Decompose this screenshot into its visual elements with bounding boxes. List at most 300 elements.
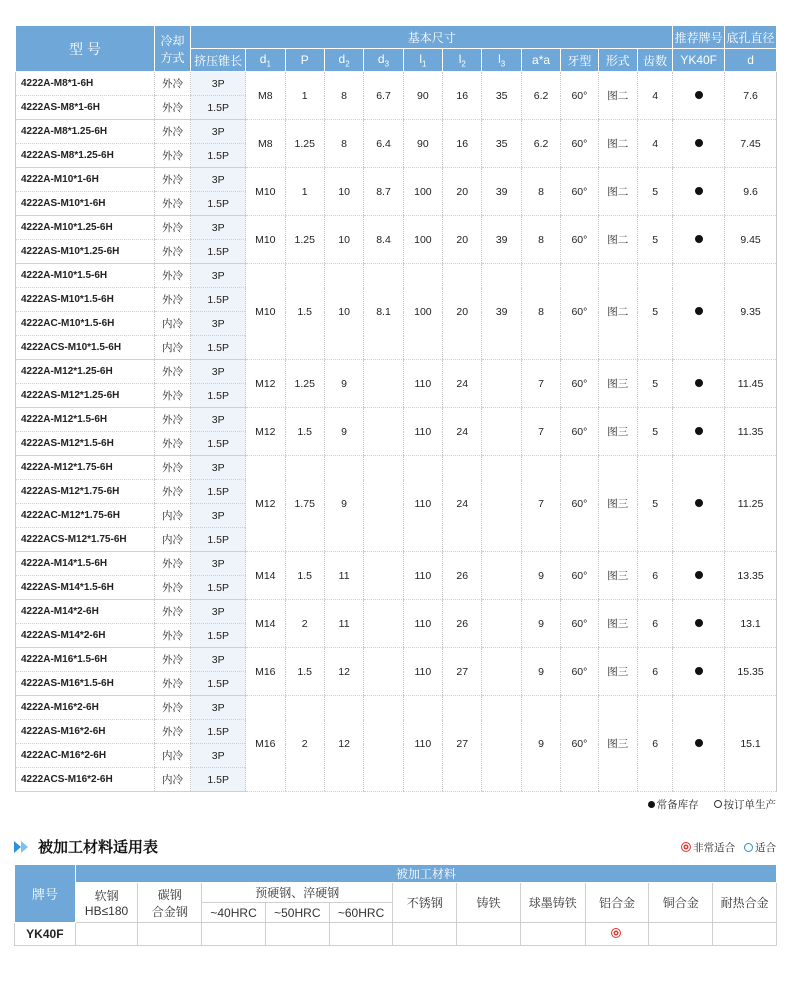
table-row xyxy=(16,696,777,720)
header-l1 xyxy=(403,49,442,72)
model-cell: 4222AS-M10*1.25-6H xyxy=(16,240,155,264)
stock-legend xyxy=(648,797,776,812)
l3-cell xyxy=(482,360,521,408)
l3-cell xyxy=(482,456,521,552)
p-cell: 1.5 xyxy=(285,408,324,456)
l2-cell: 20 xyxy=(443,216,482,264)
length-cell: 1.5P xyxy=(191,432,246,456)
d1-cell: M12 xyxy=(246,360,285,408)
l2-cell: 26 xyxy=(443,600,482,648)
axa-cell: 9 xyxy=(521,696,560,792)
d1-cell: M8 xyxy=(246,120,285,168)
d1-cell: M14 xyxy=(246,600,285,648)
table-row xyxy=(16,648,777,672)
length-cell: 3P xyxy=(191,216,246,240)
form-cell: 图二 xyxy=(598,72,637,120)
l3-cell xyxy=(482,408,521,456)
hollow-dot-icon xyxy=(714,800,722,808)
length-cell: 1.5P xyxy=(191,576,246,600)
l3-cell: 35 xyxy=(482,120,521,168)
p-cell: 2 xyxy=(285,600,324,648)
l3-cell: 39 xyxy=(482,216,521,264)
cooling-cell: 外冷 xyxy=(154,696,190,720)
cooling-cell: 外冷 xyxy=(154,216,190,240)
header-hrc40: ~40HRC xyxy=(202,903,266,923)
form-cell: 图二 xyxy=(598,168,637,216)
header-teeth: 齿数 xyxy=(637,49,672,72)
grade-stock-cell xyxy=(673,696,725,792)
filled-dot-icon xyxy=(695,235,703,243)
teeth-cell: 5 xyxy=(637,168,672,216)
double-arrow-icon xyxy=(14,840,32,854)
filled-dot-icon xyxy=(695,739,703,747)
form-cell: 图三 xyxy=(598,552,637,600)
header-cooling: 冷却方式 xyxy=(154,26,190,72)
model-cell: 4222A-M10*1-6H xyxy=(16,168,155,192)
model-cell: 4222ACS-M12*1.75-6H xyxy=(16,528,155,552)
materials-section-title xyxy=(14,836,158,857)
cooling-cell: 外冷 xyxy=(154,432,190,456)
grade-stock-cell xyxy=(673,168,725,216)
cooling-cell: 外冷 xyxy=(154,672,190,696)
model-cell: 4222AS-M8*1.25-6H xyxy=(16,144,155,168)
soft-steel-label: 软钢 xyxy=(94,889,119,903)
length-cell: 3P xyxy=(191,456,246,480)
soft-steel-hb: HB≤180 xyxy=(84,904,129,918)
model-cell: 4222ACS-M16*2-6H xyxy=(16,768,155,792)
header-d2-sub: 2 xyxy=(345,59,350,69)
thread-cell: 60° xyxy=(561,360,598,408)
circle-icon xyxy=(744,843,753,852)
teeth-cell: 4 xyxy=(637,120,672,168)
cooling-cell: 内冷 xyxy=(154,744,190,768)
filled-dot-icon xyxy=(695,619,703,627)
l3-cell xyxy=(482,600,521,648)
filled-dot-icon xyxy=(695,187,703,195)
grade-stock-cell xyxy=(673,600,725,648)
length-cell: 3P xyxy=(191,120,246,144)
p-cell: 2 xyxy=(285,696,324,792)
header-axa: a*a xyxy=(521,49,560,72)
p-cell: 1.5 xyxy=(285,552,324,600)
length-cell: 3P xyxy=(191,312,246,336)
header-d3-sub: 3 xyxy=(384,59,390,69)
length-cell: 3P xyxy=(191,168,246,192)
length-cell: 1.5P xyxy=(191,720,246,744)
d2-cell: 9 xyxy=(324,456,363,552)
bottom-hole-cell: 11.45 xyxy=(725,360,777,408)
filled-dot-icon xyxy=(648,801,655,808)
header-material: 被加工材料 xyxy=(75,865,776,883)
model-cell: 4222A-M10*1.5-6H xyxy=(16,264,155,288)
grade-stock-cell xyxy=(673,408,725,456)
filled-dot-icon xyxy=(695,499,703,507)
d2-cell: 11 xyxy=(324,600,363,648)
d1-cell: M10 xyxy=(246,216,285,264)
cooling-cell: 外冷 xyxy=(154,624,190,648)
header-bottom-hole: 底孔直径 xyxy=(725,26,777,49)
l1-cell: 100 xyxy=(403,216,442,264)
cooling-cell: 外冷 xyxy=(154,480,190,504)
model-cell: 4222A-M12*1.75-6H xyxy=(16,456,155,480)
l1-cell: 110 xyxy=(403,408,442,456)
header-l2-sub: 2 xyxy=(461,59,466,69)
d2-cell: 8 xyxy=(324,120,363,168)
legend-stock: 常备库存 xyxy=(656,799,699,811)
thread-cell: 60° xyxy=(561,648,598,696)
cell-heat-resistant xyxy=(713,923,777,946)
cooling-cell: 内冷 xyxy=(154,504,190,528)
model-cell: 4222AS-M8*1-6H xyxy=(16,96,155,120)
l3-cell xyxy=(482,552,521,600)
header-l1-sub: 1 xyxy=(421,59,427,69)
header-recommended-grade: 推荐牌号 xyxy=(673,26,725,49)
d2-cell: 12 xyxy=(324,696,363,792)
cooling-cell: 内冷 xyxy=(154,336,190,360)
length-cell: 3P xyxy=(191,264,246,288)
l1-cell: 90 xyxy=(403,72,442,120)
cooling-cell: 外冷 xyxy=(154,552,190,576)
form-cell: 图三 xyxy=(598,456,637,552)
axa-cell: 6.2 xyxy=(521,72,560,120)
d3-cell xyxy=(364,600,403,648)
grade-stock-cell xyxy=(673,360,725,408)
model-cell: 4222ACS-M10*1.5-6H xyxy=(16,336,155,360)
cell-carbon-steel xyxy=(138,923,202,946)
d2-cell: 9 xyxy=(324,360,363,408)
cooling-cell: 外冷 xyxy=(154,240,190,264)
teeth-cell: 5 xyxy=(637,360,672,408)
axa-cell: 7 xyxy=(521,408,560,456)
axa-cell: 8 xyxy=(521,216,560,264)
d2-cell: 11 xyxy=(324,552,363,600)
table-row xyxy=(16,408,777,432)
header-d2-main: d xyxy=(338,51,346,66)
axa-cell: 8 xyxy=(521,168,560,216)
bottom-hole-cell: 9.6 xyxy=(725,168,777,216)
grade-stock-cell xyxy=(673,264,725,360)
d3-cell xyxy=(364,552,403,600)
cell-aluminum xyxy=(585,923,649,946)
form-cell: 图三 xyxy=(598,648,637,696)
thread-cell: 60° xyxy=(561,552,598,600)
model-cell: 4222AS-M10*1.5-6H xyxy=(16,288,155,312)
table-row xyxy=(16,552,777,576)
teeth-cell: 6 xyxy=(637,552,672,600)
cooling-cell: 外冷 xyxy=(154,120,190,144)
header-l2-main: l xyxy=(458,51,462,66)
axa-cell: 8 xyxy=(521,264,560,360)
cooling-cell: 外冷 xyxy=(154,144,190,168)
l1-cell: 110 xyxy=(403,648,442,696)
d2-cell: 12 xyxy=(324,648,363,696)
filled-dot-icon xyxy=(695,571,703,579)
header-l3-main: l xyxy=(498,51,501,66)
l1-cell: 110 xyxy=(403,360,442,408)
model-cell: 4222A-M14*2-6H xyxy=(16,600,155,624)
cell-hrc60 xyxy=(329,923,393,946)
d3-cell xyxy=(364,696,403,792)
cooling-cell: 外冷 xyxy=(154,72,190,96)
model-cell: 4222AC-M10*1.5-6H xyxy=(16,312,155,336)
length-cell: 1.5P xyxy=(191,336,246,360)
d2-cell: 10 xyxy=(324,168,363,216)
l2-cell: 20 xyxy=(443,168,482,216)
header-copper: 铜合金 xyxy=(649,883,713,923)
model-cell: 4222A-M8*1-6H xyxy=(16,72,155,96)
header-p: P xyxy=(285,49,324,72)
l3-cell xyxy=(482,696,521,792)
header-d2 xyxy=(324,49,363,72)
tap-spec-body xyxy=(16,72,777,792)
cooling-cell: 外冷 xyxy=(154,384,190,408)
l2-cell: 16 xyxy=(443,72,482,120)
model-cell: 4222A-M10*1.25-6H xyxy=(16,216,155,240)
l1-cell: 100 xyxy=(403,168,442,216)
header-soft-steel xyxy=(75,883,138,923)
bottom-hole-cell: 15.35 xyxy=(725,648,777,696)
filled-dot-icon xyxy=(695,379,703,387)
table-row xyxy=(16,264,777,288)
d3-cell: 8.4 xyxy=(364,216,403,264)
length-cell: 3P xyxy=(191,408,246,432)
cooling-cell: 外冷 xyxy=(154,576,190,600)
grade-stock-cell xyxy=(673,552,725,600)
length-cell: 1.5P xyxy=(191,384,246,408)
d2-cell: 9 xyxy=(324,408,363,456)
l3-cell: 39 xyxy=(482,168,521,216)
teeth-cell: 5 xyxy=(637,408,672,456)
l1-cell: 110 xyxy=(403,552,442,600)
teeth-cell: 4 xyxy=(637,72,672,120)
bottom-hole-cell: 7.6 xyxy=(725,72,777,120)
form-cell: 图三 xyxy=(598,696,637,792)
header-form: 形式 xyxy=(598,49,637,72)
header-l3-sub: 3 xyxy=(500,59,506,69)
header-hrc50: ~50HRC xyxy=(265,903,329,923)
l1-cell: 110 xyxy=(403,600,442,648)
teeth-cell: 5 xyxy=(637,264,672,360)
model-cell: 4222AC-M12*1.75-6H xyxy=(16,504,155,528)
model-cell: 4222A-M8*1.25-6H xyxy=(16,120,155,144)
l1-cell: 100 xyxy=(403,264,442,360)
thread-cell: 60° xyxy=(561,168,598,216)
grade-stock-cell xyxy=(673,456,725,552)
cooling-cell: 外冷 xyxy=(154,192,190,216)
form-cell: 图二 xyxy=(598,120,637,168)
length-cell: 1.5P xyxy=(191,144,246,168)
model-cell: 4222AS-M10*1-6H xyxy=(16,192,155,216)
form-cell: 图二 xyxy=(598,264,637,360)
model-cell: 4222A-M12*1.25-6H xyxy=(16,360,155,384)
header-carbon-alloy xyxy=(138,883,202,923)
carbon-steel-label: 碳钢 xyxy=(157,887,182,902)
teeth-cell: 5 xyxy=(637,216,672,264)
bottom-hole-cell: 11.35 xyxy=(725,408,777,456)
cooling-cell: 外冷 xyxy=(154,456,190,480)
length-cell: 3P xyxy=(191,600,246,624)
l2-cell: 27 xyxy=(443,648,482,696)
header-model: 型 号 xyxy=(16,26,155,72)
table-row xyxy=(16,72,777,96)
d1-cell: M16 xyxy=(246,648,285,696)
length-cell: 3P xyxy=(191,504,246,528)
grade-stock-cell xyxy=(673,72,725,120)
l2-cell: 26 xyxy=(443,552,482,600)
length-cell: 1.5P xyxy=(191,768,246,792)
header-cast-iron: 铸铁 xyxy=(457,883,521,923)
length-cell: 3P xyxy=(191,360,246,384)
form-cell: 图三 xyxy=(598,408,637,456)
model-cell: 4222AS-M12*1.75-6H xyxy=(16,480,155,504)
header-ductile: 球墨铸铁 xyxy=(520,883,585,923)
cell-hrc40 xyxy=(202,923,266,946)
bottom-hole-cell: 15.1 xyxy=(725,696,777,792)
model-cell: 4222A-M12*1.5-6H xyxy=(16,408,155,432)
grade-stock-cell xyxy=(673,648,725,696)
header-d3 xyxy=(364,49,403,72)
thread-cell: 60° xyxy=(561,72,598,120)
p-cell: 1.25 xyxy=(285,360,324,408)
thread-cell: 60° xyxy=(561,408,598,456)
model-cell: 4222A-M16*1.5-6H xyxy=(16,648,155,672)
legend-suitable: 适合 xyxy=(755,842,776,854)
filled-dot-icon xyxy=(695,427,703,435)
bottom-hole-cell: 13.1 xyxy=(725,600,777,648)
axa-cell: 9 xyxy=(521,648,560,696)
l3-cell xyxy=(482,648,521,696)
length-cell: 1.5P xyxy=(191,672,246,696)
model-cell: 4222AS-M16*1.5-6H xyxy=(16,672,155,696)
length-cell: 1.5P xyxy=(191,96,246,120)
table-row xyxy=(16,360,777,384)
model-cell: 4222A-M14*1.5-6H xyxy=(16,552,155,576)
form-cell: 图三 xyxy=(598,360,637,408)
p-cell: 1.75 xyxy=(285,456,324,552)
form-cell: 图二 xyxy=(598,216,637,264)
thread-cell: 60° xyxy=(561,456,598,552)
l3-cell: 35 xyxy=(482,72,521,120)
bottom-hole-cell: 11.25 xyxy=(725,456,777,552)
length-cell: 1.5P xyxy=(191,624,246,648)
header-d1 xyxy=(246,49,285,72)
d3-cell xyxy=(364,360,403,408)
filled-dot-icon xyxy=(695,307,703,315)
l3-cell: 39 xyxy=(482,264,521,360)
d1-cell: M12 xyxy=(246,456,285,552)
axa-cell: 6.2 xyxy=(521,120,560,168)
tap-spec-table xyxy=(15,25,777,792)
header-l2 xyxy=(443,49,482,72)
alloy-steel-label: 合金钢 xyxy=(151,904,188,919)
axa-cell: 9 xyxy=(521,552,560,600)
model-cell: 4222AS-M16*2-6H xyxy=(16,720,155,744)
cell-copper xyxy=(649,923,713,946)
thread-cell: 60° xyxy=(561,120,598,168)
model-cell: 4222AS-M14*2-6H xyxy=(16,624,155,648)
filled-dot-icon xyxy=(695,139,703,147)
table-row xyxy=(16,120,777,144)
model-cell: 4222AS-M12*1.5-6H xyxy=(16,432,155,456)
model-cell: 4222AC-M16*2-6H xyxy=(16,744,155,768)
p-cell: 1.5 xyxy=(285,648,324,696)
suitability-legend xyxy=(681,840,776,855)
double-circle-icon xyxy=(681,842,691,852)
d3-cell xyxy=(364,408,403,456)
d3-cell: 6.7 xyxy=(364,72,403,120)
header-basic-dims: 基本尺寸 xyxy=(191,26,673,49)
d2-cell: 10 xyxy=(324,264,363,360)
cooling-cell: 外冷 xyxy=(154,96,190,120)
header-l3 xyxy=(482,49,521,72)
length-cell: 1.5P xyxy=(191,240,246,264)
thread-cell: 60° xyxy=(561,696,598,792)
thread-cell: 60° xyxy=(561,600,598,648)
d3-cell xyxy=(364,456,403,552)
d3-cell: 6.4 xyxy=(364,120,403,168)
cooling-cell: 外冷 xyxy=(154,648,190,672)
axa-cell: 9 xyxy=(521,600,560,648)
cell-soft-steel xyxy=(75,923,138,946)
teeth-cell: 6 xyxy=(637,696,672,792)
cell-ductile xyxy=(520,923,585,946)
l1-cell: 110 xyxy=(403,456,442,552)
form-cell: 图三 xyxy=(598,600,637,648)
grade-stock-cell xyxy=(673,120,725,168)
l2-cell: 20 xyxy=(443,264,482,360)
d2-cell: 8 xyxy=(324,72,363,120)
l2-cell: 24 xyxy=(443,408,482,456)
material-grade: YK40F xyxy=(15,923,76,946)
d1-cell: M10 xyxy=(246,168,285,216)
cooling-cell: 外冷 xyxy=(154,168,190,192)
p-cell: 1.25 xyxy=(285,216,324,264)
length-cell: 3P xyxy=(191,648,246,672)
legend-order: 按订单生产 xyxy=(723,799,776,811)
header-d3-main: d xyxy=(377,51,385,66)
table-row xyxy=(16,168,777,192)
length-cell: 1.5P xyxy=(191,480,246,504)
axa-cell: 7 xyxy=(521,360,560,408)
cooling-cell: 外冷 xyxy=(154,408,190,432)
l1-cell: 110 xyxy=(403,696,442,792)
table-row xyxy=(16,216,777,240)
d1-cell: M16 xyxy=(246,696,285,792)
cell-cast-iron xyxy=(457,923,521,946)
cooling-cell: 外冷 xyxy=(154,288,190,312)
bottom-hole-cell: 9.35 xyxy=(725,264,777,360)
length-cell: 3P xyxy=(191,552,246,576)
p-cell: 1 xyxy=(285,168,324,216)
model-cell: 4222A-M16*2-6H xyxy=(16,696,155,720)
length-cell: 3P xyxy=(191,72,246,96)
table-row xyxy=(16,456,777,480)
model-cell: 4222AS-M14*1.5-6H xyxy=(16,576,155,600)
p-cell: 1 xyxy=(285,72,324,120)
header-thread: 牙型 xyxy=(561,49,598,72)
l1-cell: 90 xyxy=(403,120,442,168)
header-d: d xyxy=(725,49,777,72)
legend-excellent: 非常适合 xyxy=(693,842,736,854)
d1-cell: M10 xyxy=(246,264,285,360)
cooling-cell: 内冷 xyxy=(154,768,190,792)
p-cell: 1.5 xyxy=(285,264,324,360)
thread-cell: 60° xyxy=(561,264,598,360)
teeth-cell: 6 xyxy=(637,648,672,696)
teeth-cell: 6 xyxy=(637,600,672,648)
length-cell: 1.5P xyxy=(191,528,246,552)
d1-cell: M12 xyxy=(246,408,285,456)
